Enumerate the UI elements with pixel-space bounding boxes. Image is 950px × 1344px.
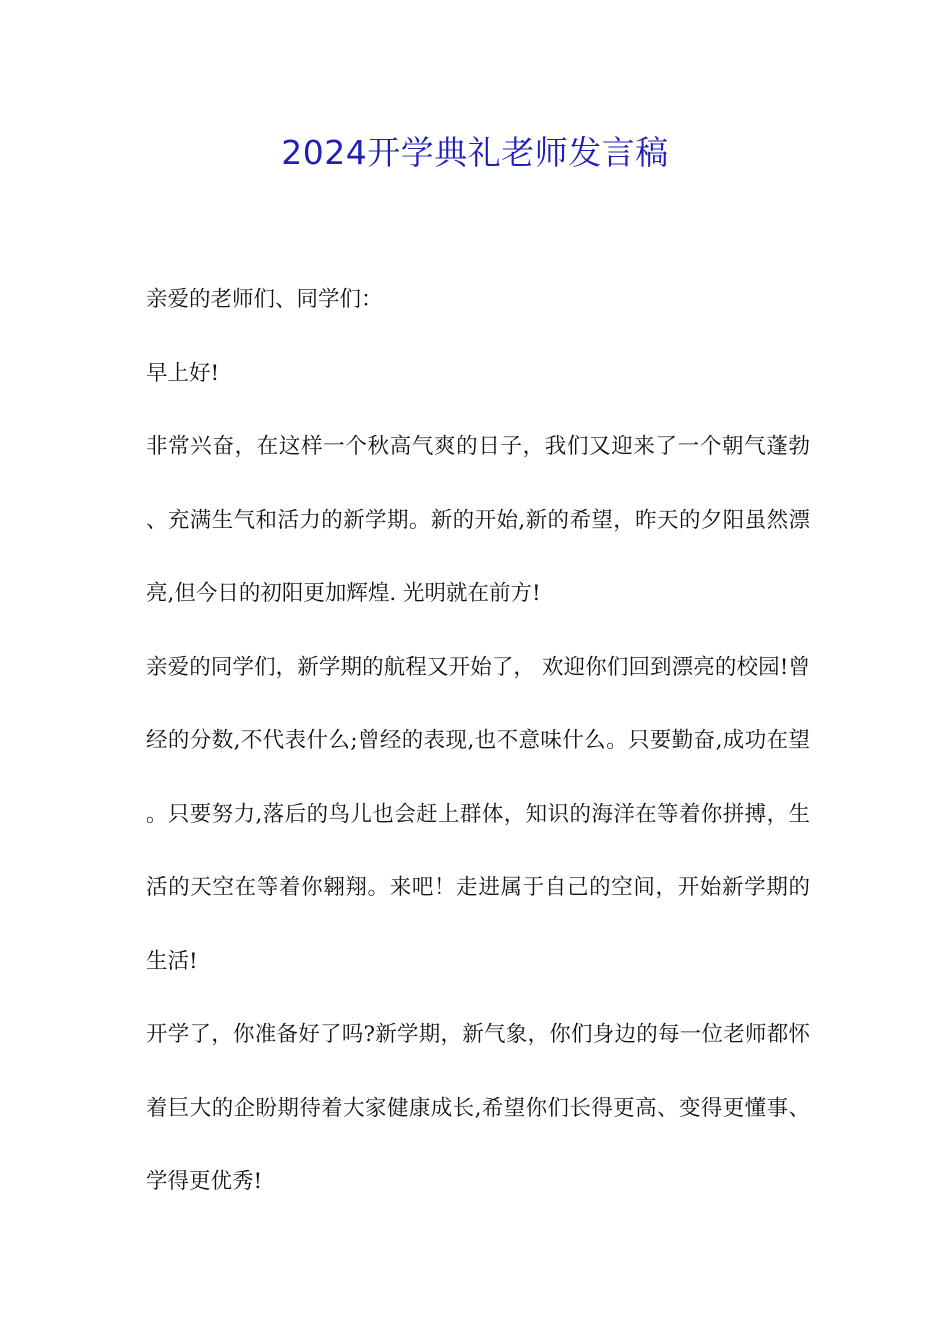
- document-body: [146, 263, 810, 1219]
- body-paragraph: 亲爱的同学们，新学期的航程又开始了， 欢迎你们回到漂亮的校园!曾经的分数,不代表什么;曾经的表现,也不意味什么。只要勤奋,成功在望。只要努力,落后的鸟儿也会赶上群体，知识的海洋在等着你拼搏，生活的天空在等着你翱翔。来吧！走进属于自己的空间，开始新学期的生活!: [146, 654, 810, 974]
- good-morning-line: 早上好!: [146, 360, 220, 386]
- document-title: 2024开学典礼老师发言稿: [281, 133, 669, 172]
- body-paragraph: 开学了，你准备好了吗?新学期，新气象，你们身边的每一位老师都怀着巨大的企盼期待着大家健康成长,希望你们长得更高、变得更懂事、学得更优秀!: [146, 1022, 810, 1194]
- body-paragraph: 非常兴奋，在这样一个秋高气爽的日子，我们又迎来了一个朝气蓬勃、充满生气和活力的新学期。新的开始,新的希望，昨天的夕阳虽然漂亮,但今日的初阳更加辉煌. 光明就在前方!: [146, 434, 810, 606]
- greeting-line: 亲爱的老师们、同学们：: [146, 287, 383, 312]
